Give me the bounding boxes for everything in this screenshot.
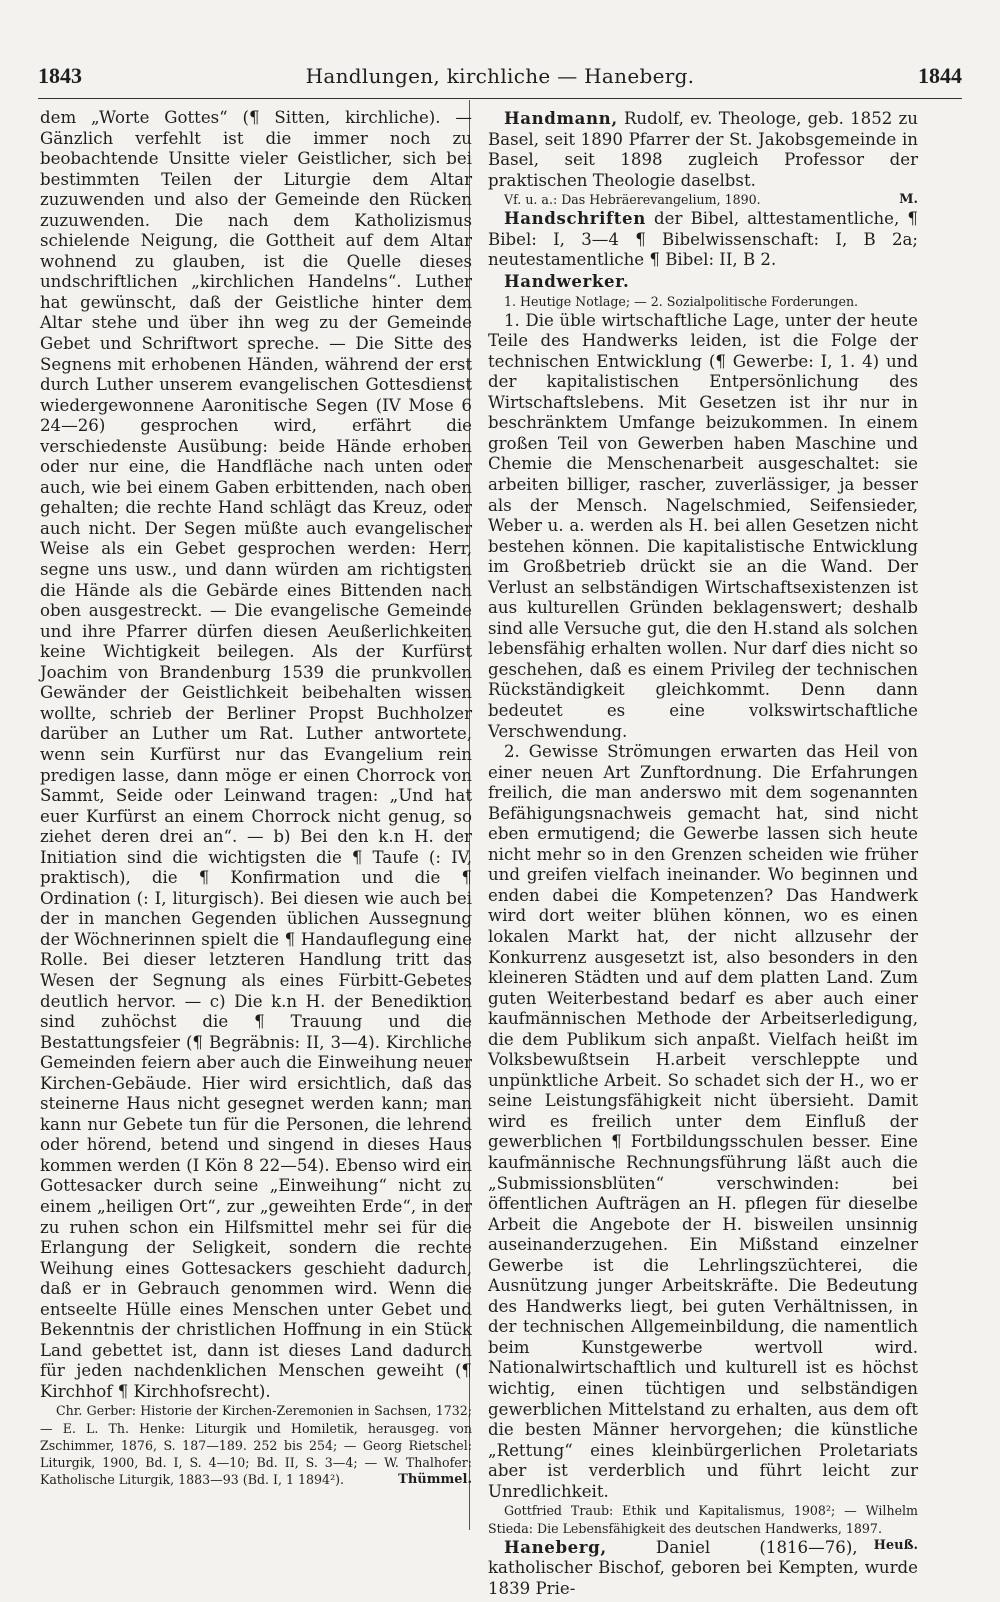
left-bibliography-text: Chr. Gerber: Historie der Kirchen-Zeremonien in Sachsen, 1732; — E. L. Th. Henke: Liturgik und Homiletik, herausgeg. von Zschimmer, 1876, S. 187—189. 252 bis 254; — Georg Rietschel: Liturgik, 1900, Bd. I, S. 4—10; Bd. II, S. 3—4; — W. Thalhofer: Katholische Liturgik, 1883—93 (Bd. I, 1 1894²). xyxy=(40,1403,472,1488)
left-body-text: dem „Worte Gottes“ (¶ Sitten, kirchliche). — Gänzlich verfehlt ist die immer noch zu beobachtende Unsitte vieler Geistlicher, sich bei bestimmten Teilen der Liturgie dem Altar zuzuwenden und also der Gemeinde den Rücken zuzuwenden. Die nach dem Katholizismus schielende Neigung, die Gottheit auf dem Altar wohnend zu glauben, ist die Quelle dieses undschriftlichen „kirchlichen Handelns“. Luther hat gewünscht, daß der Geistliche hinter dem Altar stehe und über ihn weg zu der Gemeinde Gebet und Schriftwort spreche. — Die Sitte des Segnens mit erhobenen Händen, während der erst durch Luther unserem evangelischen Gottesdienst wiedergewonnene Aaronitische Segen (IV Mose 6 24—26) gesprochen wird, erfährt die verschiedenste Ausübung: beide Hände erhoben oder nur eine, die Handfläche nach unten oder auch, wie bei einem Gaben erbittenden, nach oben gehalten; die rechte Hand schlägt das Kreuz, oder auch nicht. Der Segen müßte auch evangelischer Weise als ein Gebet gesprochen werden: Herr, segne uns usw., und dann würden am richtigsten die Hände als die Gebärde eines Bittenden nach oben ausgestreckt. — Die evangelische Gemeinde und ihre Pfarrer dürfen diesen Aeußerlichkeiten keine Wichtigkeit beilegen. Als der Kurfürst Joachim von Brandenburg 1539 die prunkvollen Gewänder der Geistlichkeit beibehalten wissen wollte, schrieb der Berliner Propst Buchholzer darüber an Luther um Rat. Luther antwortete, wenn sein Kurfürst nur das Evangelium rein predigen lasse, dann möge er einen Chorrock von Sammt, Seide oder Leinwand tragen: „Und hat euer Kurfürst an einem Chorrock nicht genug, so ziehet deren drei an“. — b) Bei den k.n H. der Initiation sind die wichtigsten die ¶ Taufe (: IV, praktisch), die ¶ Konfirmation und die ¶ Ordination (: I, liturgisch). Bei diesen wie auch bei der in manchen Gegenden üblichen Aussegnung der Wöchnerinnen spielt die ¶ Handauflegung eine Rolle. Bei dieser letzteren Handlung tritt das Wesen der Segnung als eines Fürbitt-Gebetes deutlich hervor. — c) Die k.n H. der Benediktion sind zuhöchst die ¶ Trauung und die Bestattungsfeier (¶ Begräbnis: II, 3—4). Kirchliche Gemeinden feiern aber auch die Einweihung neuer Kirchen-Gebäude. Hier wird ersichtlich, daß das steinerne Haus nicht gesegnet werden kann; man kann nur Gebete tun für die Personen, die lehrend oder hörend, betend und singend in dieses Haus kommen werden (I Kön 8 22—54). Ebenso wird ein Gottesacker durch seine „Einweihung“ nicht zu einem „heiligen Ort“, zur „geweihten Erde“, in der zu ruhen schon ein Hilfsmittel mehr sei für die Erlangung der Seligkeit, sondern die rechte Weihung eines Gottesackers geschieht dadurch, daß er in Gebrauch genommen wird. Wenn die entseelte Hülle eines Menschen unter Gebet und Bekenntnis der christlichen Hoffnung in ein Stück Land gebettet ist, dann ist dieses Land dadurch für jeden nachdenklichen Menschen geweiht (¶ Kirchhof ¶ Kirchhofsrecht). xyxy=(40,108,472,1401)
right-page-number: 1844 xyxy=(917,63,962,88)
entry-handmann-bib-text: Vf. u. a.: Das Hebräerevangelium, 1890. xyxy=(504,192,761,208)
lemma-haneberg: Haneberg, xyxy=(504,1536,607,1557)
lemma-handschriften: Handschriften xyxy=(504,208,646,229)
entry-haneberg-text: Daniel (1816—76), katholischer Bischof, geboren bei Kempten, wurde 1839 Prie- xyxy=(488,1537,918,1598)
entry-handwerker-p1: 1. Die üble wirtschaftliche Lage, unter der heute Teile des Handwerks leiden, ist die Folge der technischen Entwicklung (¶ Gewerbe: I, 1. 4) und der kapitalistischen Entpersönlichung des Wirtschaftslebens. Mit Gesetzen ist ihr nur in beschränktem Umfange beizukommen. In einem großen Teil von Gewerben haben Maschine und Chemie die Menschenarbeit ausgeschaltet: sie arbeiten billiger, rascher, zuverlässiger, ja besser als der Mensch. Nagelschmied, Seifensieder, Weber u. a. werden als H. bei allen Gesetzen nicht bestehen können. Die kapitalistische Entwicklung im Großbetrieb drückt sie an die Wand. Der Verlust an selbständigen Wirtschaftsexistenzen ist aus kulturellen Gründen beklagenswert; deshalb sind alle Versuche gut, die den H.stand als solchen lebensfähig erhalten wollen. Nur darf dies nicht so geschehen, daß es einem Privileg der technischen Rückständigkeit gleichkommt. Denn dann bedeutet es eine volkswirtschaftliche Verschwendung. xyxy=(488,310,918,741)
left-page-number: 1843 xyxy=(38,63,82,88)
page-header xyxy=(38,58,962,94)
lemma-handmann: Handmann, xyxy=(504,108,618,128)
entry-handschriften xyxy=(488,208,918,271)
lemma-handwerker: Handwerker. xyxy=(504,271,630,292)
entry-handschriften-text: der Bibel, alttestamentliche, ¶ Bibel: I, 3—4 ¶ Bibelwissenschaft: I, B 2a; neutestamentliche ¶ Bibel: II, B 2. xyxy=(488,209,918,270)
header-rule xyxy=(38,98,962,99)
left-bibliography xyxy=(40,1402,472,1488)
entry-handwerker-subhead: 1. Heutige Notlage; — 2. Sozialpolitische Forderungen. xyxy=(504,293,859,309)
entry-handmann xyxy=(488,108,918,191)
entry-handwerker-p2: 2. Gewisse Strömungen erwarten das Heil von einer neuen Art Zunftordnung. Die Erfahrungen freilich, die man anderswo mit dem sogenannten Befähigungsnachweis gemacht hat, sind nicht eben ermutigend; die Gewerbe lassen sich heute nicht mehr so in den Grenzen scheiden wie früher und greifen vielfach ineinander. Wo beginnen und enden dabei die Kompetenzen? Das Handwerk wird dort weiter blühen können, wo es einen lokalen Markt hat, der nicht allzusehr der Konkurrenz ausgesetzt ist, also besonders in den kleineren Städten und auf dem platten Land. Zum guten Weiterbestand bedarf es aber auch einer kaufmännischen Methode der Arbeitserledigung, die dem Publikum sich anpaßt. Vielfach heißt im Volksbewußtsein H.arbeit verschleppte und unpünktliche Arbeit. So schadet sich der H., wo er seine Leistungsfähigkeit nicht übersieht. Damit wird es freilich unter dem Einfluß der gewerblichen ¶ Fortbildungsschulen besser. Eine kaufmännische Rechnungsführung läßt auch die „Submissionsblüten“ verschwinden: bei öffentlichen Aufträgen an H. pflegen für dieselbe Arbeit die Angebote der H. bisweilen unsinnig auseinanderzugehen. Ein Mißstand einzelner Gewerbe ist die Lehrlingszüchterei, die Ausnützung junger Arbeitskräfte. Die Bedeutung des Handwerks liegt, bei guten Verhältnissen, in der technischen Allgemeinbildung, die namentlich beim Kunstgewerbe wertvoll wird. Nationalwirtschaftlich und kulturell ist es höchst wichtig, einen tüchtigen und selbständigen gewerblichen Mittelstand zu erhalten, aus dem oft die besten Männer hervorgehen; die künstliche „Rettung“ eines kleinbürgerlichen Proletariats aber ist verderblich und führt leicht zur Unredlichkeit. xyxy=(488,742,918,1501)
entry-handwerker-heading xyxy=(488,271,918,293)
right-column xyxy=(488,108,918,1599)
entry-haneberg xyxy=(488,1537,918,1600)
entry-handmann-text: Rudolf, ev. Theologe, geb. 1852 zu Basel, seit 1890 Pfarrer der St. Jakobsgemeinde in Basel, seit 1898 zugleich Professor der praktischen Theologie daselbst. xyxy=(488,109,918,190)
entry-handmann-bib xyxy=(488,191,918,208)
entry-handwerker-bib-text: Gottfried Traub: Ethik und Kapitalismus, 1908²; — Wilhelm Stieda: Die Lebensfähigkeit des deutschen Handwerks, 1897. xyxy=(488,1503,918,1536)
running-title: Handlungen, kirchliche — Haneberg. xyxy=(305,64,695,88)
left-column xyxy=(40,108,472,1488)
left-author: Thümmel. xyxy=(398,1472,472,1488)
entry-handwerker-author: Heuß. xyxy=(873,1537,918,1553)
entry-handmann-author: M. xyxy=(899,192,918,208)
